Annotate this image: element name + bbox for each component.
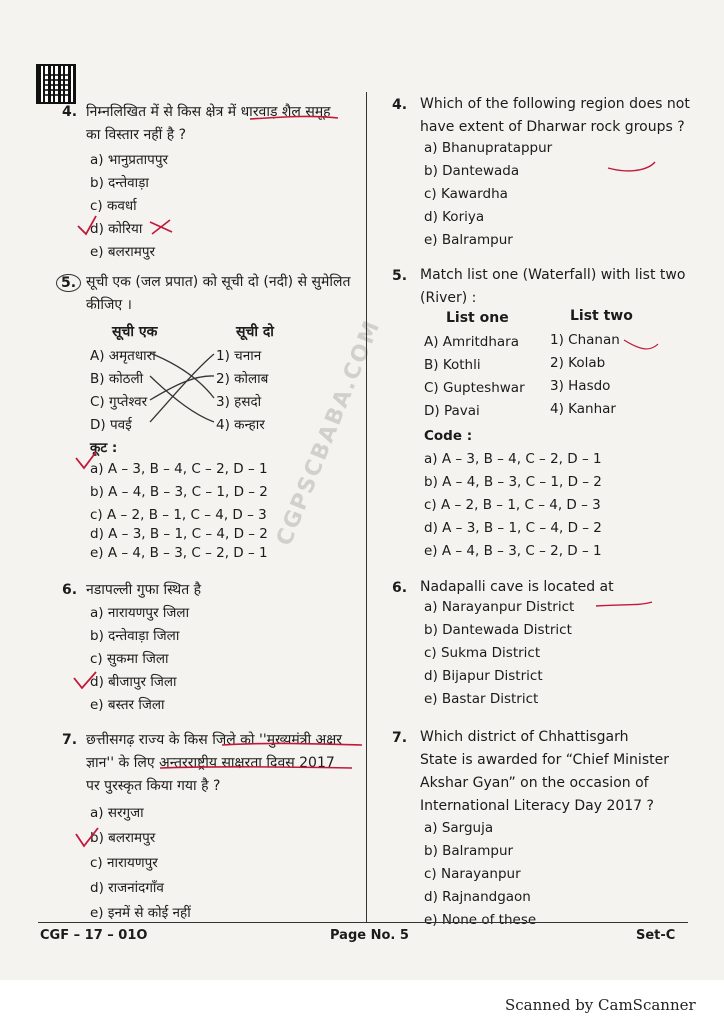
list-one-item: B) Kothli	[424, 357, 481, 373]
list-one-item: C) Gupteshwar	[424, 380, 525, 396]
option: b) दन्तेवाड़ा जिला	[90, 628, 180, 644]
list-two-heading: List two	[570, 308, 633, 324]
question-text: Akshar Gyan” on the occasion of	[420, 775, 649, 791]
question-number: 5.	[56, 274, 81, 292]
option: a) A – 3, B – 4, C – 2, D – 1	[90, 461, 268, 477]
option: b) Dantewada District	[424, 622, 572, 638]
option: d) राजनांदगाँव	[90, 880, 164, 896]
option: b) Dantewada	[424, 163, 520, 179]
question-text: का विस्तार नहीं है ?	[86, 127, 187, 143]
option: b) A – 4, B – 3, C – 1, D – 2	[424, 474, 602, 490]
list-one-item: C) गुप्तेश्वर	[90, 394, 148, 410]
set-label: Set-C	[636, 928, 676, 943]
question-number: 4.	[392, 97, 408, 113]
list-one-item: B) कोठली	[90, 371, 144, 387]
list-two-item: 2) कोलाब	[216, 371, 269, 387]
scanner-note: Scanned by CamScanner	[505, 996, 696, 1014]
option: d) A – 3, B – 1, C – 4, D – 2	[90, 526, 268, 542]
option: e) बलरामपुर	[90, 244, 156, 260]
question-text: सूची एक (जल प्रपात) को सूची दो (नदी) से सुमेलित	[86, 274, 351, 290]
option: e) इनमें से कोई नहीं	[90, 905, 191, 921]
list-two-item: 1) चनान	[216, 348, 262, 364]
option: c) सुकमा जिला	[90, 651, 169, 667]
question-number: 7.	[62, 732, 78, 748]
list-two-item: 4) Kanhar	[550, 401, 616, 417]
list-two-item: 1) Chanan	[550, 332, 620, 348]
footer-rule	[38, 922, 688, 923]
option: e) A – 4, B – 3, C – 2, D – 1	[90, 545, 268, 561]
option: e) Bastar District	[424, 691, 539, 707]
option: e) None of these	[424, 912, 537, 928]
question-text: have extent of Dharwar rock groups ?	[420, 119, 685, 135]
page-number: Page No. 5	[330, 928, 409, 943]
watermark: CGPSCBABA.COM	[272, 316, 386, 550]
question-text: निम्नलिखित में से किस क्षेत्र में धारवाड़ शैल समूह	[86, 104, 331, 120]
option: b) A – 4, B – 3, C – 1, D – 2	[90, 484, 268, 500]
question-text: कीजिए ।	[86, 297, 132, 313]
option: a) Sarguja	[424, 820, 494, 836]
option: e) A – 4, B – 3, C – 2, D – 1	[424, 543, 602, 559]
option: d) Koriya	[424, 209, 485, 225]
option: c) कवर्धा	[90, 198, 137, 214]
option: b) बलरामपुर	[90, 830, 156, 846]
option: c) A – 2, B – 1, C – 4, D – 3	[424, 497, 601, 513]
option: d) A – 3, B – 1, C – 4, D – 2	[424, 520, 602, 536]
paper-code: CGF – 17 – 01O	[40, 928, 148, 943]
list-one-item: A) Amritdhara	[424, 334, 519, 350]
question-number: 7.	[392, 730, 408, 746]
option: d) Rajnandgaon	[424, 889, 531, 905]
question-text: छत्तीसगढ़ राज्य के किस जिले को ''मुख्यमंत्री अक्षर	[86, 732, 343, 748]
option: a) Bhanupratappur	[424, 140, 553, 156]
list-two-heading: सूची दो	[236, 324, 274, 340]
list-two-item: 3) Hasdo	[550, 378, 611, 394]
question-text: पर पुरस्कृत किया गया है ?	[86, 778, 221, 794]
option: d) कोरिया	[90, 221, 143, 237]
list-one-item: D) Pavai	[424, 403, 480, 419]
question-number: 6.	[62, 582, 78, 598]
option: c) Kawardha	[424, 186, 508, 202]
option: a) भानुप्रतापपुर	[90, 152, 169, 168]
option: a) नारायणपुर जिला	[90, 605, 190, 621]
question-number: 6.	[392, 580, 408, 596]
question-text: International Literacy Day 2017 ?	[420, 798, 654, 814]
option: d) बीजापुर जिला	[90, 674, 177, 690]
code-heading: कूट :	[90, 440, 118, 456]
question-text: State is awarded for “Chief Minister	[420, 752, 669, 768]
list-one-item: A) अमृतधारा	[90, 348, 156, 364]
question-number: 4.	[62, 104, 78, 120]
option: b) Balrampur	[424, 843, 514, 859]
list-two-item: 3) हसदो	[216, 394, 262, 410]
question-number: 5.	[392, 268, 408, 284]
question-text: नडापल्ली गुफा स्थित है	[86, 582, 202, 598]
list-two-item: 4) कन्हार	[216, 417, 265, 433]
option: d) Bijapur District	[424, 668, 543, 684]
list-one-item: D) पवई	[90, 417, 132, 433]
question-text: Match list one (Waterfall) with list two	[420, 267, 686, 283]
list-two-item: 2) Kolab	[550, 355, 606, 371]
question-text: (River) :	[420, 290, 477, 306]
option: c) A – 2, B – 1, C – 4, D – 3	[90, 507, 267, 523]
option: c) नारायणपुर	[90, 855, 158, 871]
option: a) A – 3, B – 4, C – 2, D – 1	[424, 451, 602, 467]
option: c) Sukma District	[424, 645, 541, 661]
option: a) Narayanpur District	[424, 599, 575, 615]
question-text: Which of the following region does not	[420, 96, 690, 112]
list-one-heading: List one	[446, 310, 509, 326]
option: a) सरगुजा	[90, 805, 144, 821]
option: c) Narayanpur	[424, 866, 521, 882]
option: e) बस्तर जिला	[90, 697, 165, 713]
question-text: ज्ञान'' के लिए अन्तरराष्ट्रीय साक्षरता दिवस 2017	[86, 755, 335, 771]
code-heading: Code :	[424, 428, 473, 444]
question-text: Which district of Chhattisgarh	[420, 729, 629, 745]
option: b) दन्तेवाड़ा	[90, 175, 149, 191]
option: e) Balrampur	[424, 232, 513, 248]
question-text: Nadapalli cave is located at	[420, 579, 614, 595]
list-one-heading: सूची एक	[112, 324, 158, 340]
